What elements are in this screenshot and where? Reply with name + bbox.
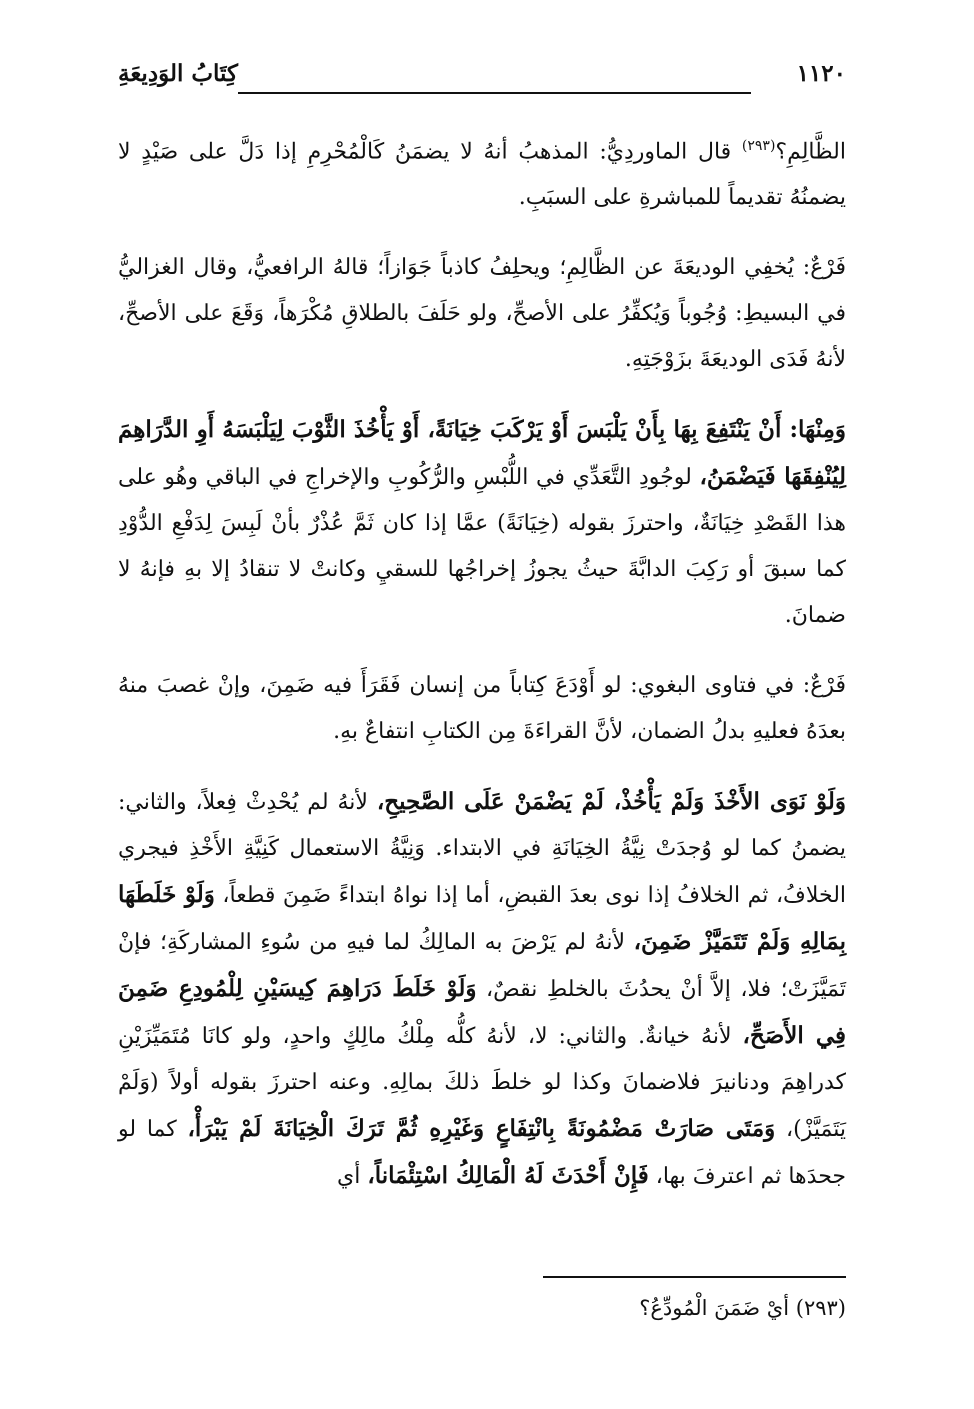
matn-text: وَمِنْهَا: أَنْ يَنْتَفِعَ بِهَا بِأَنْ يَلْبَسَ أَوْ يَرْكَبَ خِيَانَةً، أَوْ يَأْخُذَ الثَّوْبَ لِيَلْبَسَهُ أَوِ الدَّرَاهِمَ لِيُنْفِقَهَا فَيَضْمَنُ، bbox=[118, 416, 846, 491]
paragraph-4 bbox=[118, 663, 846, 755]
footnote: (٢٩٣) أيْ ضَمَنَ الْمُودِّعُ؟ bbox=[639, 1296, 846, 1320]
matn-text: وَلَوْ خَلَطَهَا بِمَالِهِ وَلَمْ تَتَمَيَّزْ ضَمِنَ، bbox=[118, 881, 846, 956]
running-header bbox=[118, 60, 846, 98]
commentary-text: لأنهُ خيانةٌ. والثاني: لا، لأنهُ كلُّه مِلْكُ مالِكٍ واحدٍ، ولو كانَا مُتَمَيِّزَيْنِ كدراهِمَ ودنانيرَ فلاضمانَ وكذا لو خلطَ ذلكَ بمالِهِ. وعنه احترزَ بقوله أولاً (وَلَمْ يَتَمَيَّزْ)، bbox=[118, 1024, 847, 1143]
main-text bbox=[118, 123, 846, 1224]
paragraph-1-text: قال الماوردِيُّ: المذهبُ أنهُ لا يضمَنُ كَالْمُحْرِمِ إذا دَلَّ على صَيْدٍ لا يضمنُهُ تقديماً للمباشرةِ على السبَبِ. bbox=[118, 139, 846, 211]
matn-text: وَلَوْ خَلَطَ دَرَاهِمَ كِيسَيْنِ لِلْمُودِعِ ضَمِنَ فِي الأَصَحِّ، bbox=[118, 975, 846, 1050]
page-number: ١١٢٠ bbox=[796, 60, 846, 87]
matn-text: فَإِنْ أَحْدَثَ لَهُ الْمَالِكُ اسْتِئْمَاناً، bbox=[367, 1162, 649, 1190]
commentary-text: لوجُودِ التَّعَدِّي في اللُّبْسِ والرُّكُوبِ والإخراجِ في الباقي وهُو على هذا القَصْدِ خِيَانَةٌ، واحترزَ بقوله (خِيَانَةً) عمَّا إذا كان ثَمَّ عُذْرٌ بأنْ لَبِسَ لِدَفْعِ الدُّوْدِ كما سبقَ أو رَكِبَ الدابَّةَ حيثُ يجوزُ إخراجُها للسقيِ وكانتْ لا تنقادُ إلا بهِ فإنهُ لا ضمانَ. bbox=[118, 465, 846, 629]
paragraph-3 bbox=[118, 407, 846, 639]
matn-text: وَلَوْ نَوَى الأَخْذَ وَلَمْ يَأْخُذْ، لَمْ يَضْمَنْ عَلَى الصَّحِيحِ، bbox=[376, 788, 847, 816]
commentary-text: كما لو جحدَها ثم اعترفَ بها، bbox=[118, 1117, 846, 1190]
footnote-rule bbox=[543, 1276, 846, 1278]
commentary-text: لأنهُ لم يُحْدِثْ فِعلاً، والثاني: يضمنُ كما لو وُجدَتْ نِيَّةُ الخِيَانَةِ في الابتداء. وَنِيَّةُ الاستعمال كَنِيَّةِ الأَخْذِ فيجري الخلافُ، ثم الخلافُ إذا نوى بعدَ القبضِ، أما إذا نواهُ ابتداءً ضَمِنَ قطعاً، bbox=[118, 790, 847, 909]
matn-text: وَمَتَى صَارَتْ مَضْمُونَةً بِانْتِفَاعٍ وَغَيْرِهِ ثُمَّ تَرَكَ الْخِيَانَةَ لَمْ يَبْرَأْ، bbox=[187, 1115, 776, 1143]
commentary-text: لأنهُ لم يَرْضَ به المالِكُ لما فيهِ من سُوءِ المشاركَةِ؛ فإنْ تَمَيَّزَتْ؛ فلا، إلاَّ أنْ يحدُثَ بالخلطِ نقصٌ، bbox=[118, 930, 846, 1003]
footnote-reference[interactable]: (٢٩٣) bbox=[741, 138, 776, 154]
paragraph-5 bbox=[118, 779, 846, 1200]
commentary-text: أي bbox=[337, 1164, 368, 1190]
paragraph-2 bbox=[118, 245, 846, 383]
paragraph-4-text: فَرْعٌ: في فتاوى البغوي: لو أَوْدَعَ كِتاباً من إنسان فَقَرَأَ فيه ضَمِنَ، وإنْ غصبَ منهُ بعدَهُ فعليهِ بدلُ الضمان، لأنَّ القراءَةَ مِن الكتابِ انتفاعٌ بهِ. bbox=[118, 673, 846, 745]
book-title: كِتَابُ الوَدِيعَةِ bbox=[118, 60, 238, 87]
paragraph-2-text: فَرْعٌ: يُخفِي الوديعَةَ عن الظَّالِمِ؛ ويحلِفُ كاذباً جَوَازاً؛ قالهُ الرافعيُّ، وقال الغزاليُّ في البسيطِ: وُجُوباً وَيُكفِّرُ على الأصحِّ، ولو حَلَفَ بالطلاقِ مُكْرَهاً، وَقَعَ على الأصحِّ، لأنهُ فَدَى الوديعَةَ بزَوْجَتِهِ. bbox=[118, 255, 846, 373]
paragraph-1 bbox=[118, 123, 846, 221]
paragraph-1-lead: الظَّالِمِ؟ bbox=[775, 139, 846, 165]
header-rule bbox=[238, 92, 751, 94]
